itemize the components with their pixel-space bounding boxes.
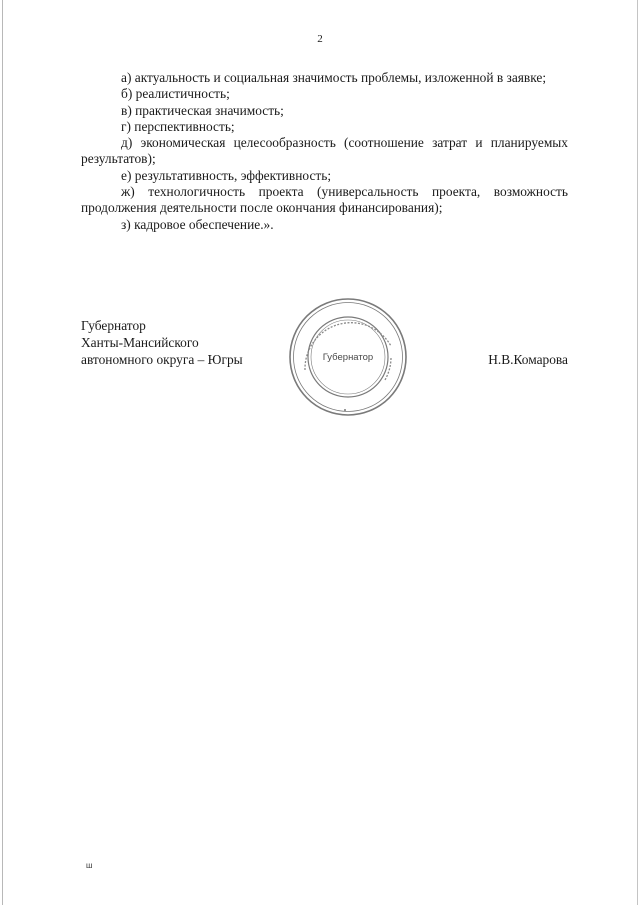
criterion-item: в) практическая значимость; [121,102,284,118]
scan-left-edge [2,0,3,905]
criterion-item: а) актуальность и социальная значимость проблемы, изложенной в заявке; [121,70,547,85]
criterion-item: е) результативность, эффективность; [121,167,332,183]
criteria-list [81,70,568,233]
position-line: Ханты-Мансийского [81,335,199,350]
signatory-position [81,317,243,368]
criterion-item: д) экономическая целесообразность (соотношение затрат и планируемых результатов); [81,135,568,167]
scan-right-edge [637,0,638,905]
criterion-item: ж) технологичность проекта (универсальность проекта, возможность продолжения деятельности после окончания финансирования); [81,184,568,216]
footer-mark: ш [86,861,93,870]
criterion-item: б) реалистичность; [121,86,230,102]
position-line: автономного округа – Югры [81,352,243,367]
criterion-item: з) кадровое обеспечение.». [121,216,274,232]
signatory-name: Н.В.Комарова [488,352,568,367]
page-number: 2 [317,33,323,45]
position-line: Губернатор [81,318,146,333]
criterion-item: г) перспективность; [121,118,235,134]
official-seal [287,296,409,418]
seal-center-text: Губернатор [322,352,374,363]
